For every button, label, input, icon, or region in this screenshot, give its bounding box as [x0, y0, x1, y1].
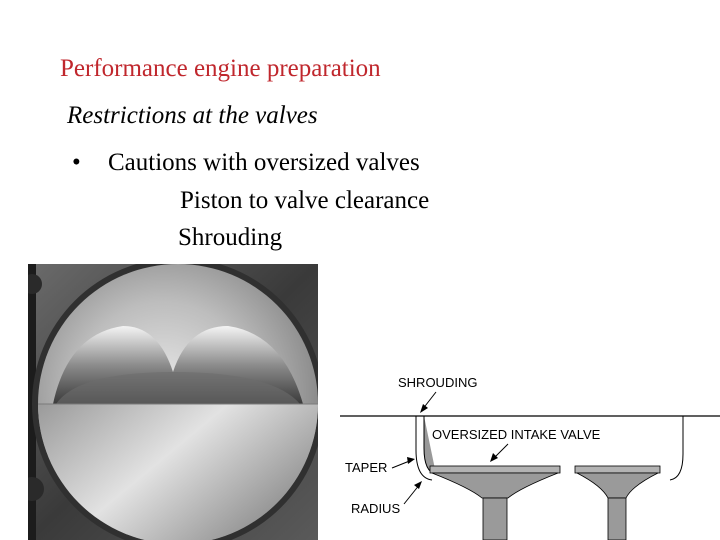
piston-photo [28, 264, 318, 540]
label-radius: RADIUS [351, 501, 401, 516]
bullet-marker: • [72, 149, 81, 176]
sub-item-shrouding: Shrouding [178, 224, 283, 251]
bullet-text: Cautions with oversized valves [108, 149, 420, 176]
label-taper: TAPER [345, 460, 388, 475]
valve-shrouding-diagram [340, 362, 720, 540]
slide-title: Performance engine preparation [60, 55, 381, 82]
bullet-item [72, 149, 420, 177]
label-shrouding: SHROUDING [398, 375, 478, 390]
sub-item-piston-clearance: Piston to valve clearance [180, 187, 430, 214]
label-oversized-valve: OVERSIZED INTAKE VALVE [432, 427, 601, 442]
slide-subtitle: Restrictions at the valves [67, 102, 318, 129]
